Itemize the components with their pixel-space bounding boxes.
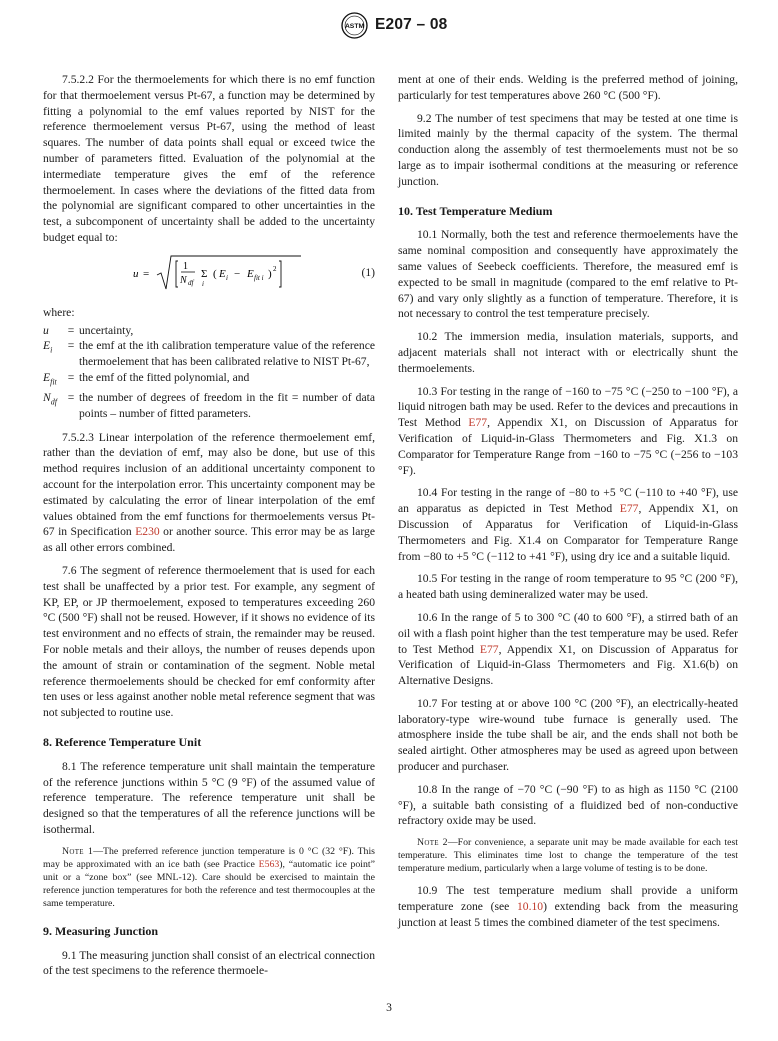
note-2: Note 2—For convenience, a separate unit may be made available for each test temperature. This eliminates time lost to change the temperature of the test temperature medium, particularly when a large volume of testing is to be done. xyxy=(398,837,738,875)
left-column xyxy=(43,72,375,986)
link-e77[interactable]: E77 xyxy=(468,416,488,430)
svg-text:Σ: Σ xyxy=(201,267,208,280)
where-label: where: xyxy=(43,305,75,319)
svg-text:(: ( xyxy=(213,267,217,280)
definition-item: $N_{df}$ = the number of degrees of freedom in the fit = number of data points – number of fitted parameters. xyxy=(43,391,375,420)
definition-text: the number of degrees of freedom in the fit = number of data points – number of fitted parameters. xyxy=(79,391,375,420)
paragraph-7-6: 7.6 The segment of reference thermoelement that is used for each test shall be unaffected by a prior test. For example, any segment of KP, EP, or JP thermoelement, exposed to temperatures exceeding 260 °C (500 °F) shall not be reused. However, if it shows no evidence of its test environment and no effects of strain, the remainder may be reused. For noble metals and their alloys, the number of reuses depends upon the amount of strain or contamination of the segment. Noble metal reference thermoelements should be checked for emf conformity after ten uses or less against another noble metal reference segment that was not subjected to routine use. xyxy=(43,564,375,720)
link-e77[interactable]: E77 xyxy=(619,502,639,516)
link-10-10[interactable]: 10.10 xyxy=(516,900,544,914)
definition-symbol: $E_i$ xyxy=(43,339,53,355)
paragraph-10-7: 10.7 For testing at or above 100 °C (200 °F), an electrically-heated laboratory-type wire-wound tube furnace is generally used. The atmosphere inside the tube shall be air, and the ends shall not both be sealed airtight. Other atmospheres may be used as agreed upon between producer and purchaser. xyxy=(398,696,738,774)
definition-item: $E_i$ = the emf at the ith calibration temperature value of the reference thermoelement that has been calibrated relative to NIST Pt-67, xyxy=(43,339,375,369)
svg-text:2: 2 xyxy=(273,264,277,273)
definition-symbol: $N_{df}$ xyxy=(43,391,57,407)
definition-text: uncertainty, xyxy=(79,323,134,337)
svg-text:E: E xyxy=(247,267,254,280)
svg-text:i: i xyxy=(226,273,228,282)
note-1: Note 1—The preferred reference junction temperature is 0 °C (32 °F). This may be approximated with an ice bath (see Practice E563), “automatic ice point” unit or a “zone box” (see MNL-12). Care should be exercised to maintain the reference junction temperatures for both the reference and test thermocouples at the same temperature. xyxy=(43,845,375,909)
paragraph-8-1: 8.1 The reference temperature unit shall maintain the temperature of the reference junctions within 5 °C (9 °F) of the assumed value of reference temperature. The reference temperature unit shall be designed so that the temperatures of all the reference junctions will be isothermal. xyxy=(43,759,375,836)
definition-item: $E_{fit}$ = the emf of the fitted polynomial, and xyxy=(43,370,375,390)
page-header xyxy=(0,8,778,48)
svg-text:df: df xyxy=(188,278,194,287)
paragraph-9-2: 9.2 The number of test specimens that may be tested at one time is limited mainly by the thermal capacity of the system. The thermal conduction along the assembly of test thermoelements must not be so large as to impair isothermal conditions at the measuring or reference junction. xyxy=(398,111,738,188)
equation-number: (1) xyxy=(361,265,375,279)
page-number: 3 xyxy=(386,1001,392,1014)
section-heading-8: 8. Reference Temperature Unit xyxy=(43,735,202,749)
svg-text:i: i xyxy=(202,279,204,288)
section-heading-9: 9. Measuring Junction xyxy=(43,923,159,938)
paragraph-9-1-continued: ment at one of their ends. Welding is the preferred method of joining, particularly for test temperatures above 260 °C (500 °F). xyxy=(398,73,738,102)
equation-1 xyxy=(43,253,375,295)
definitions-list xyxy=(43,323,375,422)
svg-text:1: 1 xyxy=(183,260,188,272)
paragraph-10-6: 10.6 In the range of 5 to 300 °C (40 to 600 °F), a stirred bath of an oil with a flash point higher than the test temperature may be used. Refer to Test Method E77, Appendix X1, on Discussion of Apparatus for Verification of Liquid-in-Glass Thermometers and Fig. X1.6(b) on Alternative Designs. xyxy=(398,610,738,688)
link-e230[interactable]: E230 xyxy=(135,525,160,539)
definition-symbol: $E_{fit}$ xyxy=(43,370,57,387)
svg-text:=: = xyxy=(143,267,150,280)
paragraph-10-2: 10.2 The immersion media, insulation materials, supports, and adjacent materials shall not interact with or electrically shunt the thermoelements. xyxy=(398,330,738,375)
paragraph-9-1: 9.1 The measuring junction shall consist of an electrical connection of the test specimens to the reference thermoele- xyxy=(43,948,375,978)
definition-symbol: u xyxy=(43,323,49,337)
svg-text:N: N xyxy=(180,274,187,286)
svg-text:u: u xyxy=(133,267,139,280)
document-id: E207 – 08 xyxy=(375,16,448,33)
link-e563[interactable]: E563 xyxy=(258,858,280,870)
section-heading-10: 10. Test Temperature Medium xyxy=(398,203,553,218)
link-e77[interactable]: E77 xyxy=(479,642,499,656)
paragraph-10-3: 10.3 For testing in the range of −160 to −75 °C (−250 to −100 °F), a liquid nitrogen bath may be used. Refer to the devices and precautions in Test Method E77, Appendix X1, on Discussion of Apparatus for Verification of Liquid-in-Glass Thermometers and Fig. X1.3 on Comparator for Temperature Range from −160 to −75 °C (−256 to −103 °F). xyxy=(398,384,738,477)
definition-text: the emf of the fitted polynomial, and xyxy=(79,370,250,384)
right-column xyxy=(398,72,738,938)
uncertainty-formula xyxy=(133,253,303,295)
definition-text: the emf at the ith calibration temperature value of the reference thermoelement that has been calibrated relative to NIST Pt-67, xyxy=(79,339,375,369)
astm-logo-icon xyxy=(341,12,368,39)
definition-item: u = uncertainty, xyxy=(43,323,375,339)
paragraph-7-5-2-2: 7.5.2.2 For the thermoelements for which there is no emf function for that thermoelement versus Pt-67, a function may be determined by fitting a polynomial to the emf values reported by NIST for the reference thermoelement versus Pt-67, using the method of least squares. The number of data points shall equal or exceed twice the number of parameters fitted. Evaluation of the polynomial at the intermediate temperature gives the emf of the reference thermoelement. In cases where the deviations of the fitted data from the polynomial are significant compared to other uncertainties in the test, a subcomponent of uncertainty shall be added to the uncertainty budget equal to: xyxy=(43,73,375,244)
svg-text:ASTM: ASTM xyxy=(344,23,365,31)
paragraph-10-9: 10.9 The test temperature medium shall provide a uniform temperature zone (see 10.10) extending back from the measuring junction at least 5 times the combined diameter of the test specimens. xyxy=(398,884,738,929)
paragraph-10-4: 10.4 For testing in the range of −80 to +5 °C (−110 to +40 °F), use an apparatus as depicted in Test Method E77, Appendix X1, on Discussion of Apparatus for Verification of Liquid-in-Glass Thermometers and Fig. X1.4 on Comparator for Temperature Range from −80 to +5 °C (−112 to +41 °F), using dry ice and a suitable liquid. xyxy=(398,486,739,563)
svg-text:E: E xyxy=(219,267,226,280)
svg-text:): ) xyxy=(268,267,272,280)
paragraph-10-8: 10.8 In the range of −70 °C (−90 °F) to as high as 1150 °C (2100 °F), a suitable bath consisting of a fluidized bed of non-conductive refractory oxide may be used. xyxy=(398,782,738,828)
svg-text:−: − xyxy=(234,267,241,280)
svg-text:fit i: fit i xyxy=(254,273,264,282)
paragraph-10-1: 10.1 Normally, both the test and reference thermoelements have the same nominal composition and consequently have approximately the same values of Seebeck coefficients. Therefore, the measured emf is expected to be small in magnitude (compared to the emf relative to Pt-67) and vary only slightly as a function of temperature. Therefore, it is not necessary to control the test temperature precisely. xyxy=(398,228,738,321)
paragraph-10-5: 10.5 For testing in the range of room temperature to 95 °C (200 °F), a heated bath using demineralized water may be used. xyxy=(398,572,738,602)
paragraph-7-5-2-3: 7.5.2.3 Linear interpolation of the reference thermoelement emf, rather than the deviation of emf, may also be done, but use of this method requires inclusion of an additional uncertainty component to account for the interpolation error. This uncertainty component may be estimated by calculating the error of linear interpolation of the emf values obtained from the emf functions for thermoelements versus Pt-67 in Specification E230 or another source. This error may be as large as all other errors combined. xyxy=(43,430,375,555)
